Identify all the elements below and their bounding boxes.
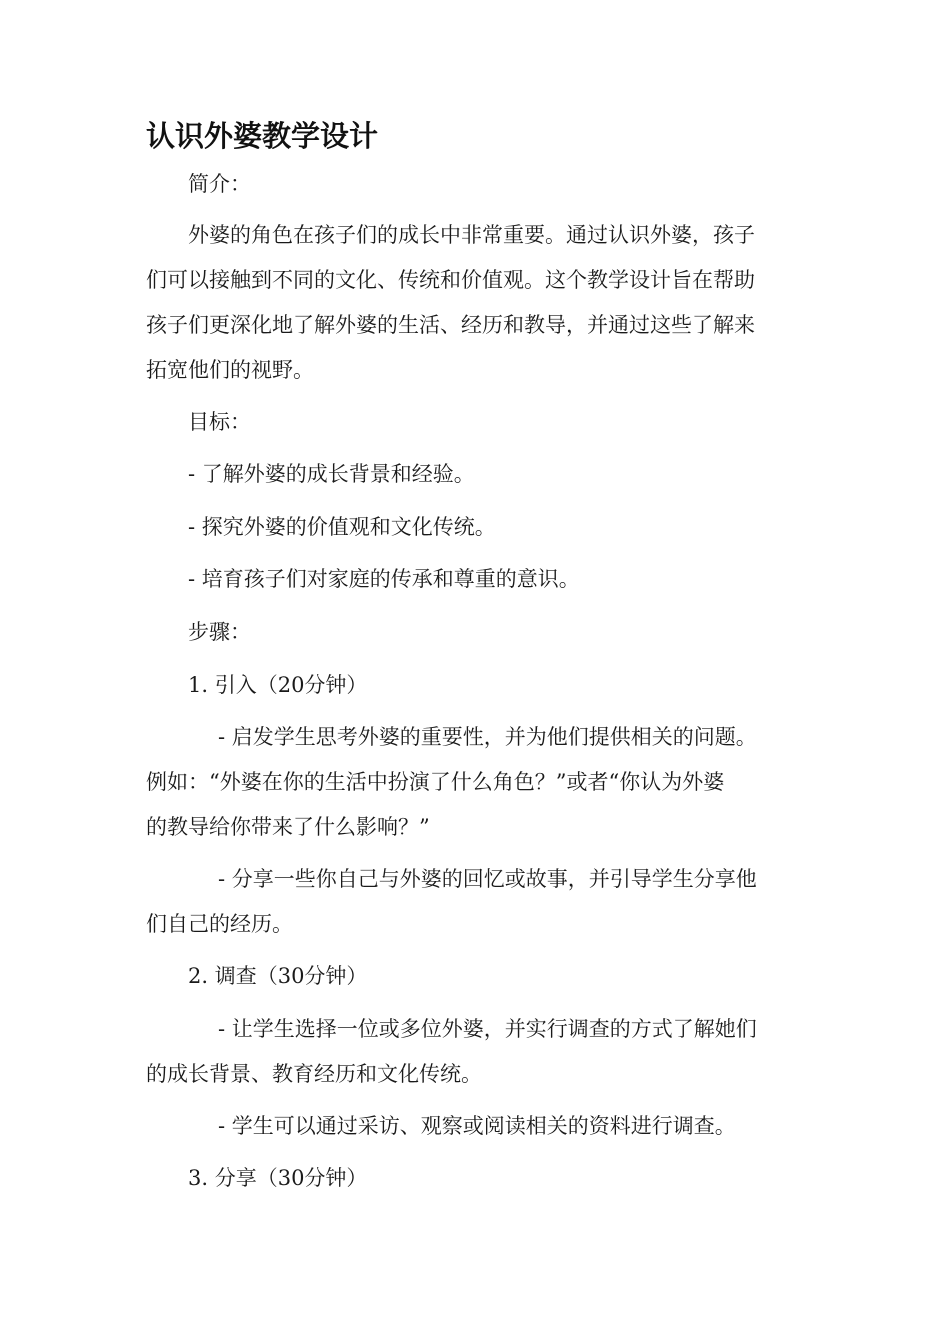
goal-item-2: - 探究外婆的价值观和文化传统。 — [188, 515, 496, 539]
step3-title: 3. 分享（30分钟） — [188, 1166, 368, 1190]
document-title: 认识外婆教学设计 — [146, 119, 379, 153]
intro-line-4: 拓宽他们的视野。 — [146, 358, 314, 382]
step2-para1-line-1: - 让学生选择一位或多位外婆，并实行调查的方式了解她们 — [218, 1017, 757, 1041]
intro-heading: 简介： — [188, 172, 251, 196]
step2-para1-line-2: 的成长背景、教育经历和文化传统。 — [146, 1062, 482, 1086]
step1-title: 1. 引入（20分钟） — [188, 673, 368, 697]
goal-item-1: - 了解外婆的成长背景和经验。 — [188, 462, 475, 486]
steps-heading: 步骤： — [188, 620, 251, 644]
intro-line-1: 外婆的角色在孩子们的成长中非常重要。通过认识外婆，孩子 — [188, 223, 755, 247]
intro-line-3: 孩子们更深化地了解外婆的生活、经历和教导，并通过这些了解来 — [146, 313, 755, 337]
intro-line-2: 们可以接触到不同的文化、传统和价值观。这个教学设计旨在帮助 — [146, 268, 755, 292]
step1-para1-line-2: 例如：“外婆在你的生活中扮演了什么角色？”或者“你认为外婆 — [146, 770, 725, 794]
step2-para2-line-1: - 学生可以通过采访、观察或阅读相关的资料进行调查。 — [218, 1114, 736, 1138]
goals-heading: 目标： — [188, 410, 251, 434]
step1-para1-line-1: - 启发学生思考外婆的重要性，并为他们提供相关的问题。 — [218, 725, 757, 749]
step1-para2-line-1: - 分享一些你自己与外婆的回忆或故事，并引导学生分享他 — [218, 867, 757, 891]
step2-title: 2. 调查（30分钟） — [188, 964, 368, 988]
goal-item-3: - 培育孩子们对家庭的传承和尊重的意识。 — [188, 567, 580, 591]
step1-para1-line-3: 的教导给你带来了什么影响？” — [146, 815, 430, 839]
step1-para2-line-2: 们自己的经历。 — [146, 912, 293, 936]
